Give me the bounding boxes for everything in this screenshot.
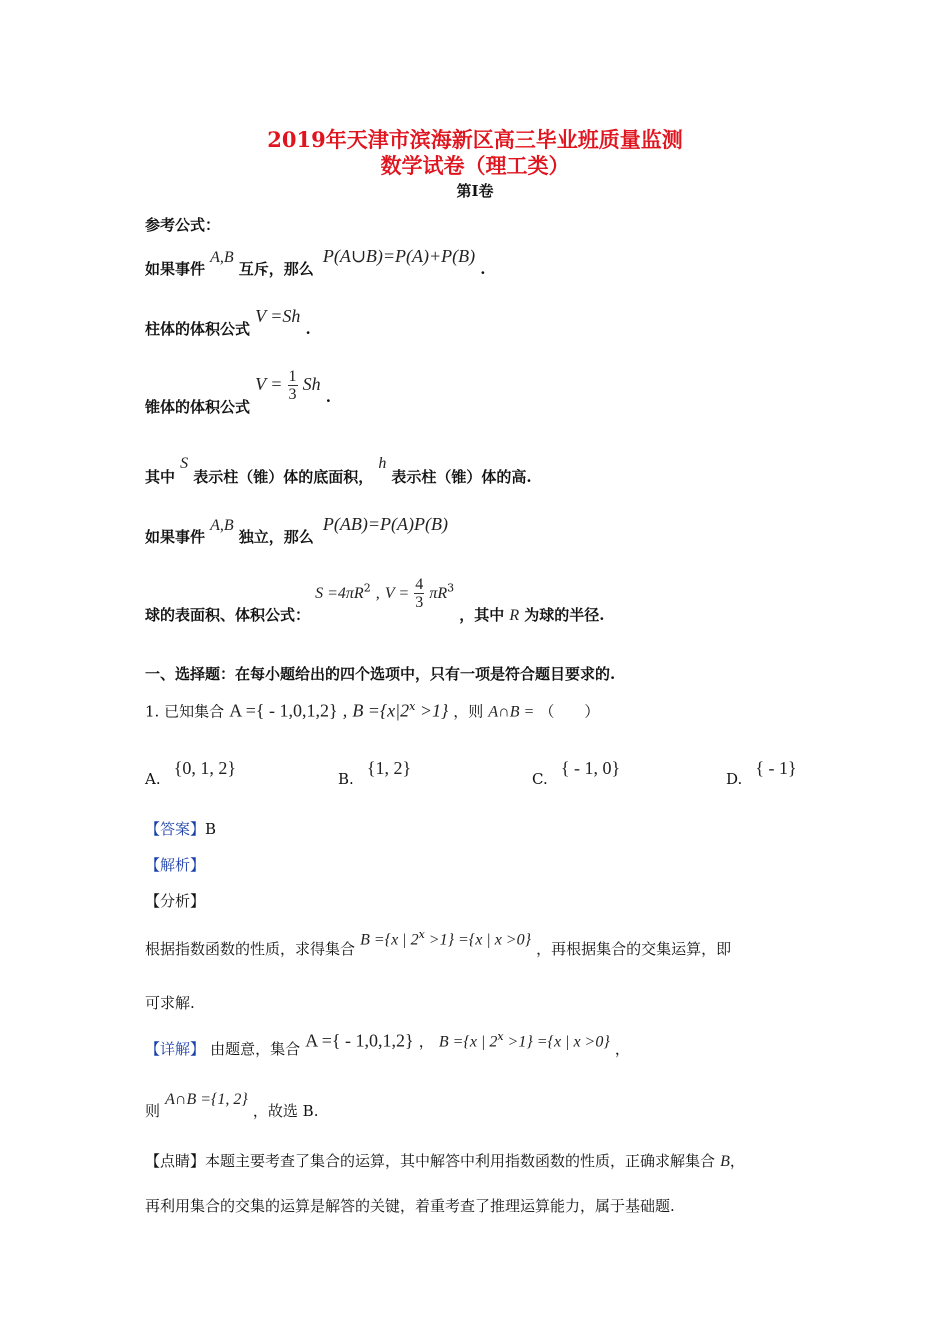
q1-setB-pre: B ={x|2 — [352, 700, 410, 721]
where-S: S — [180, 455, 189, 472]
detail-setA: A ={ - 1,0,1,2} — [305, 1030, 414, 1051]
detail-B-post: >1} ={x | x >0} — [503, 1033, 610, 1051]
option-b[interactable] — [338, 758, 412, 788]
option-d[interactable] — [726, 758, 797, 788]
fenxi-exp: x — [418, 928, 425, 941]
sphere-S-exp: 2 — [363, 581, 371, 595]
q1-paren: （ ） — [539, 702, 600, 721]
comment-tag: 【点睛】 — [145, 1152, 206, 1170]
prism-formula: V =Sh — [255, 306, 301, 326]
then-suffix: ，故选 B. — [252, 1102, 319, 1120]
title-line-1: 2019年天津市滨海新区高三毕业班质量监测 — [267, 127, 683, 152]
sphere-numerator: 4 — [415, 576, 424, 593]
sphere-V: V = — [384, 585, 410, 602]
comment-B: B — [720, 1153, 730, 1170]
option-c-value: { - 1, 0} — [560, 758, 621, 778]
comment-line-2: 再利用集合的交集的运算是解答的关键，着重考查了推理运算能力，属于基础题. — [145, 1197, 675, 1215]
sphere-denominator: 3 — [415, 594, 424, 611]
analysis-tag: 【解析】 — [145, 856, 206, 874]
formula-where — [145, 452, 532, 486]
mutex-mid: 互斥，那么 — [238, 260, 314, 278]
sphere-label: 球的表面积、体积公式： — [145, 606, 311, 624]
sphere-fraction — [414, 576, 424, 611]
mutex-period: . — [480, 260, 486, 278]
answer-line — [145, 818, 216, 839]
sphere-sep: , — [375, 585, 380, 602]
detail-comma: ， — [418, 1032, 434, 1051]
detail-prefix: 由题意，集合 — [210, 1040, 301, 1059]
question-1-stem — [145, 700, 599, 721]
cone-numerator: 1 — [288, 368, 297, 385]
q1-setA: A ={ - 1,0,1,2} — [229, 700, 338, 721]
detail-tag: 【详解】 — [145, 1040, 206, 1059]
answer-tag: 【答案】 — [145, 820, 206, 838]
formula-prism — [145, 306, 311, 338]
q1-prefix: 1. 已知集合 — [145, 702, 225, 721]
fenxi-expr-post: >1} ={x | x >0} — [424, 931, 531, 949]
cone-rhs: Sh — [302, 374, 321, 394]
then-line — [145, 1088, 319, 1120]
formula-sphere — [145, 576, 605, 624]
mutex-formula: P(A∪B)=P(A)+P(B) — [322, 246, 476, 266]
detail-B-pre: B ={x | 2 — [438, 1033, 498, 1051]
indep-vars: A,B — [210, 517, 234, 534]
option-a-value: {0, 1, 2} — [173, 758, 236, 778]
fenxi-prefix: 根据指数函数的性质，求得集合 — [145, 940, 356, 959]
option-c[interactable] — [532, 758, 621, 788]
q1-sep: , — [342, 700, 348, 721]
section1-heading: 一、选择题：在每小题给出的四个选项中，只有一项是符合题目要求的. — [145, 665, 616, 683]
where-h-text: 表示柱（锥）体的高. — [391, 468, 532, 486]
option-a-label: A. — [145, 770, 161, 788]
answer-value: B — [205, 820, 217, 838]
indep-mid: 独立，那么 — [238, 528, 314, 546]
then-prefix: 则 — [145, 1102, 161, 1120]
sphere-VR: πR — [429, 585, 448, 602]
formula-cone — [145, 368, 331, 416]
option-b-value: {1, 2} — [366, 758, 412, 778]
fenxi-line-1 — [145, 928, 732, 959]
prism-label: 柱体的体积公式 — [145, 320, 251, 338]
sphere-V-exp: 3 — [447, 581, 455, 595]
formula-mutex — [145, 246, 486, 278]
sphere-mid: ，其中 — [459, 606, 505, 624]
title-line-2: 数学试卷（理工类） — [380, 153, 570, 178]
detail-exp: x — [497, 1030, 504, 1043]
formulas-heading: 参考公式： — [145, 216, 221, 234]
prism-period: . — [305, 320, 311, 338]
q1-setB-post: >1} — [415, 700, 449, 721]
mutex-prefix: 如果事件 — [145, 260, 206, 278]
mutex-vars: A,B — [210, 249, 234, 266]
comment-comma: ， — [729, 1152, 745, 1170]
option-b-label: B. — [338, 770, 354, 788]
cone-lhs: V = — [255, 374, 283, 394]
q1-stem-end: ，则 — [453, 702, 484, 721]
comment-line-1 — [145, 1150, 745, 1171]
option-d-value: { - 1} — [755, 758, 797, 778]
where-prefix: 其中 — [145, 468, 176, 486]
option-d-label: D. — [726, 770, 743, 788]
fenxi-line-2: 可求解. — [145, 994, 195, 1012]
cone-denominator: 3 — [288, 386, 297, 403]
sphere-R: R — [509, 607, 520, 624]
fenxi-tag: 【分析】 — [145, 892, 206, 910]
cone-period: . — [325, 388, 331, 406]
fenxi-suffix: ，再根据集合的交集运算，即 — [536, 940, 732, 959]
sphere-S: S =4πR — [315, 585, 364, 602]
where-h: h — [378, 455, 387, 472]
indep-prefix: 如果事件 — [145, 528, 206, 546]
sphere-end: 为球的半径. — [524, 606, 605, 624]
cone-label: 锥体的体积公式 — [145, 398, 251, 416]
comment-text-1: 本题主要考查了集合的运算，其中解答中利用指数函数的性质，正确求解集合 — [205, 1152, 716, 1170]
formula-independent — [145, 514, 448, 546]
then-expr: A∩B ={1, 2} — [165, 1091, 248, 1108]
detail-end: ， — [614, 1040, 630, 1059]
option-c-label: C. — [532, 770, 548, 788]
q1-exp: x — [409, 700, 416, 713]
detail-line — [145, 1030, 630, 1059]
q1-expr: A∩B = — [488, 703, 535, 721]
option-a[interactable] — [145, 758, 236, 788]
cone-fraction — [288, 368, 298, 403]
section-label: 第Ⅰ卷 — [456, 182, 494, 200]
where-S-text: 表示柱（锥）体的底面积， — [193, 468, 374, 486]
fenxi-expr-pre: B ={x | 2 — [360, 931, 419, 949]
indep-formula: P(AB)=P(A)P(B) — [322, 514, 448, 534]
